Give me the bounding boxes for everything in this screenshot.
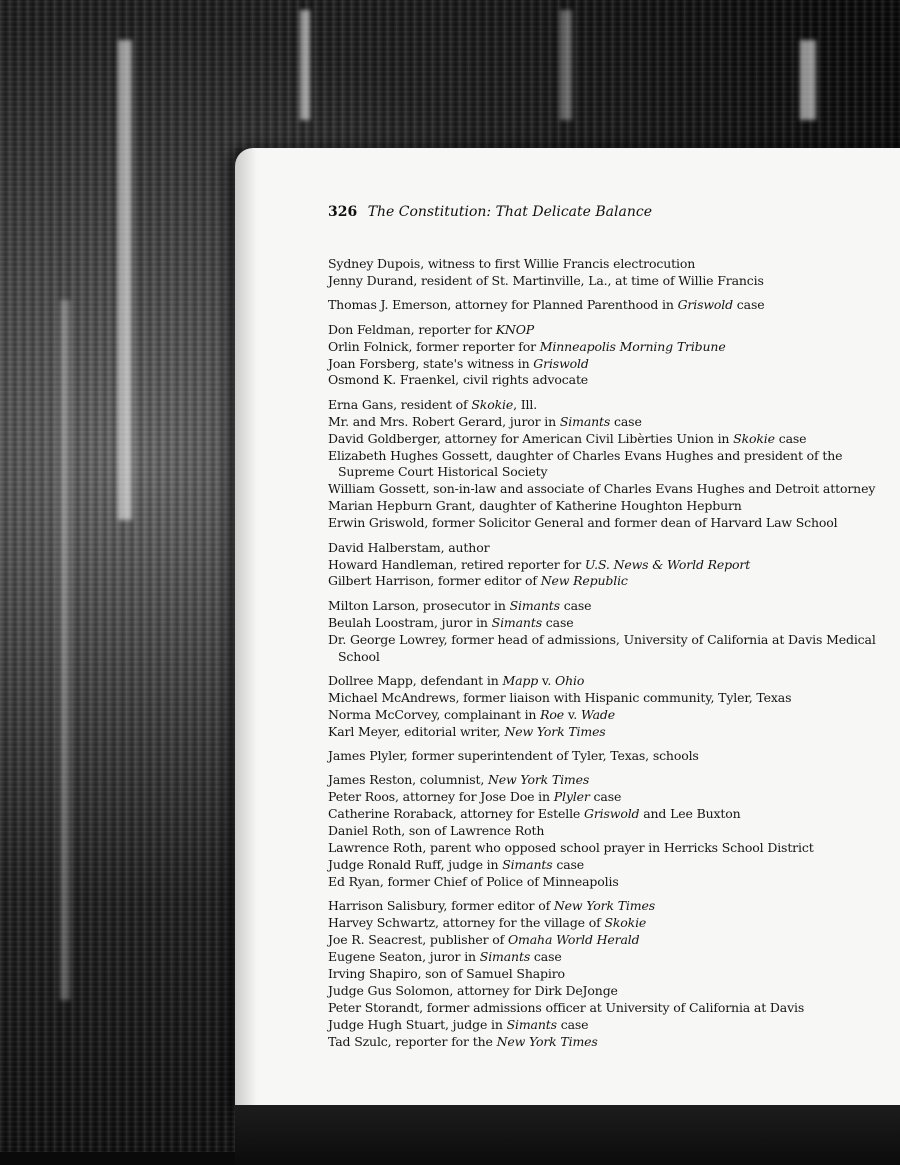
person-description: son-in-law and associate of Charles Evans Hughes and Detroit attorney: [433, 481, 876, 497]
person-description: former superintendent of Tyler, Texas, schools: [411, 748, 699, 764]
person-entry: Tad Szulc, reporter for the New York Times: [328, 1033, 598, 1049]
person-entry: Irving Shapiro, son of Samuel Shapiro: [328, 965, 565, 981]
person-entry: David Goldberger, attorney for American Civil Libèrties Union in Skokie case: [328, 430, 807, 446]
person-description: state's witness in Griswold: [423, 355, 589, 371]
person-entry: Harrison Salisbury, former editor of New York Times: [328, 898, 655, 914]
person-description: reporter for the New York Times: [395, 1033, 598, 1049]
person-entry: Michael McAndrews, former liaison with Hispanic community, Tyler, Texas: [328, 689, 792, 705]
person-description: attorney for Planned Parenthood in Griswold case: [455, 297, 765, 313]
person-entry: Gilbert Harrison, former editor of New Republic: [328, 573, 628, 589]
person-name: Osmond K. Fraenkel: [328, 372, 456, 388]
book-title: The Constitution: That Delicate Balance: [367, 204, 652, 220]
entry-group: [328, 748, 893, 765]
person-name: Lawrence Roth: [328, 840, 423, 856]
person-name: Orlin Folnick: [328, 338, 409, 354]
person-description: defendant in Mapp v. Ohio: [420, 672, 585, 688]
person-entry: Erna Gans, resident of Skokie, Ill.: [328, 396, 538, 412]
person-name: Harvey Schwartz: [328, 915, 435, 931]
person-name: Marian Hepburn Grant: [328, 498, 472, 514]
person-entry: David Halberstam, author: [328, 539, 490, 555]
person-name: Erwin Griswold: [328, 515, 425, 531]
person-name: Thomas J. Emerson: [328, 297, 448, 313]
person-name: Norma McCorvey: [328, 706, 437, 722]
person-name: William Gossett: [328, 481, 426, 497]
person-name: Catherine Roraback: [328, 806, 453, 822]
person-description: daughter of Charles Evans Hughes and president of the Supreme Court Historical Society: [338, 447, 843, 480]
person-name: James Reston: [328, 772, 413, 788]
page-bottom-shadow: [235, 1105, 900, 1165]
person-entry: Daniel Roth, son of Lawrence Roth: [328, 823, 545, 839]
person-description: former reporter for Minneapolis Morning Tribune: [416, 338, 726, 354]
person-description: former head of admissions, University of California at Davis Medical School: [338, 631, 876, 664]
person-description: attorney for Dirk DeJonge: [457, 982, 618, 998]
person-name: Sydney Dupois: [328, 256, 421, 271]
person-name: James Plyler: [328, 748, 404, 764]
person-entry: Catherine Roraback, attorney for Estelle Griswold and Lee Buxton: [328, 806, 741, 822]
person-entry: James Reston, columnist, New York Times: [328, 772, 590, 788]
person-description: columnist, New York Times: [419, 772, 590, 788]
person-description: civil rights advocate: [462, 372, 589, 388]
entry-group: [328, 772, 893, 890]
person-description: witness to first Willie Francis electrocution: [427, 256, 696, 271]
person-description: judge in Simants case: [452, 1016, 589, 1032]
entry-group: [328, 540, 893, 591]
person-entry: Ed Ryan, former Chief of Police of Minneapolis: [328, 873, 619, 889]
person-description: judge in Simants case: [448, 857, 585, 872]
person-name: Judge Ronald Ruff: [328, 857, 441, 872]
person-entry: Milton Larson, prosecutor in Simants case: [328, 597, 592, 613]
person-entry: Beulah Loostram, juror in Simants case: [328, 614, 574, 630]
person-entry: Norma McCorvey, complainant in Roe v. Wade: [328, 706, 615, 722]
entry-group: [328, 322, 893, 390]
person-entry: Peter Storandt, former admissions officer at University of California at Davis: [328, 999, 805, 1015]
person-entry: Judge Hugh Stuart, judge in Simants case: [328, 1016, 589, 1032]
person-description: former editor of New York Times: [451, 898, 655, 914]
person-entry: William Gossett, son-in-law and associate of Charles Evans Hughes and Detroit attorney: [328, 481, 876, 497]
person-description: resident of St. Martinville, La., at time of Willie Francis: [420, 272, 764, 288]
person-name: Judge Hugh Stuart: [328, 1016, 445, 1032]
person-description: daughter of Katherine Houghton Hepburn: [479, 498, 742, 514]
person-description: juror in Simants case: [441, 614, 574, 630]
person-name: Milton Larson: [328, 597, 416, 613]
person-name: Gilbert Harrison: [328, 573, 431, 589]
person-entry: Dr. George Lowrey, former head of admissions, University of California at Davis Medical School: [328, 631, 876, 664]
person-name: Mr. and Mrs. Robert Gerard: [328, 413, 503, 429]
person-name: David Goldberger: [328, 430, 437, 446]
person-entry: Thomas J. Emerson, attorney for Planned Parenthood in Griswold case: [328, 297, 765, 313]
person-entry: Harvey Schwartz, attorney for the village of Skokie: [328, 915, 647, 931]
running-head: [328, 204, 652, 220]
person-description: attorney for the village of Skokie: [442, 915, 647, 931]
person-entry: Karl Meyer, editorial writer, New York Times: [328, 723, 606, 739]
entry-group: [328, 256, 893, 290]
entry-group: [328, 297, 893, 314]
person-description: former Chief of Police of Minneapolis: [387, 873, 619, 889]
person-entry: Orlin Folnick, former reporter for Minneapolis Morning Tribune: [328, 338, 726, 354]
person-name: Harrison Salisbury: [328, 898, 444, 914]
person-description: son of Lawrence Roth: [408, 823, 545, 839]
person-description: author: [448, 539, 490, 555]
acknowledgments-list: [328, 256, 893, 1058]
person-name: Don Feldman: [328, 321, 411, 337]
person-description: former liaison with Hispanic community, Tyler, Texas: [463, 689, 792, 705]
person-description: former admissions officer at University of California at Davis: [426, 999, 805, 1015]
person-name: Ed Ryan: [328, 873, 380, 889]
person-description: editorial writer, New York Times: [404, 723, 606, 739]
person-entry: Mr. and Mrs. Robert Gerard, juror in Simants case: [328, 413, 642, 429]
person-name: Tad Szulc: [328, 1033, 388, 1049]
person-entry: Don Feldman, reporter for KNOP: [328, 321, 535, 337]
scan-streak: [800, 40, 816, 120]
person-entry: Judge Gus Solomon, attorney for Dirk DeJonge: [328, 982, 618, 998]
entry-group: [328, 397, 893, 532]
person-name: Jenny Durand: [328, 272, 414, 288]
person-description: attorney for American Civil Libèrties Union in Skokie case: [444, 430, 807, 446]
person-name: Howard Handleman: [328, 556, 454, 572]
entry-group: [328, 598, 893, 666]
person-entry: Howard Handleman, retired reporter for U.S. News & World Report: [328, 556, 751, 572]
scan-streak: [118, 40, 132, 520]
person-entry: Erwin Griswold, former Solicitor General and former dean of Harvard Law School: [328, 515, 838, 531]
entry-group: [328, 898, 893, 1050]
person-description: publisher of Omaha World Herald: [429, 932, 640, 948]
scan-streak: [560, 10, 572, 120]
person-name: Joe R. Seacrest: [328, 932, 423, 948]
person-name: Dollree Mapp: [328, 672, 413, 688]
person-name: Michael McAndrews: [328, 689, 456, 705]
scan-streak: [60, 300, 70, 1000]
person-description: son of Samuel Shapiro: [425, 965, 565, 981]
person-entry: Joan Forsberg, state's witness in Griswold: [328, 355, 589, 371]
person-name: Karl Meyer: [328, 723, 397, 739]
person-description: parent who opposed school prayer in Herricks School District: [429, 840, 814, 856]
person-description: attorney for Jose Doe in Plyler case: [402, 789, 622, 805]
person-description: juror in Simants case: [509, 413, 642, 429]
person-description: retired reporter for U.S. News & World Report: [460, 556, 751, 572]
person-name: Peter Storandt: [328, 999, 420, 1015]
page-number: 326: [328, 204, 358, 220]
person-description: juror in Simants case: [429, 949, 562, 965]
person-entry: James Plyler, former superintendent of Tyler, Texas, schools: [328, 748, 699, 764]
person-entry: Sydney Dupois, witness to first Willie Francis electrocution: [328, 256, 696, 271]
person-name: Peter Roos: [328, 789, 395, 805]
scan-streak: [300, 10, 310, 120]
person-entry: Lawrence Roth, parent who opposed school prayer in Herricks School District: [328, 840, 814, 856]
person-name: Judge Gus Solomon: [328, 982, 450, 998]
person-name: Joan Forsberg: [328, 355, 416, 371]
person-name: Erna Gans: [328, 396, 394, 412]
person-description: former Solicitor General and former dean of Harvard Law School: [431, 515, 838, 531]
person-name: Beulah Loostram: [328, 614, 434, 630]
person-description: former editor of New Republic: [437, 573, 628, 589]
person-entry: Eugene Seaton, juror in Simants case: [328, 949, 562, 965]
person-description: complainant in Roe v. Wade: [444, 706, 615, 722]
person-entry: Dollree Mapp, defendant in Mapp v. Ohio: [328, 672, 585, 688]
person-entry: Joe R. Seacrest, publisher of Omaha World Herald: [328, 932, 640, 948]
person-name: Eugene Seaton: [328, 949, 423, 965]
person-entry: Osmond K. Fraenkel, civil rights advocate: [328, 372, 589, 388]
person-description: attorney for Estelle Griswold and Lee Buxton: [460, 806, 741, 822]
person-name: Irving Shapiro: [328, 965, 418, 981]
entry-group: [328, 673, 893, 741]
person-description: resident of Skokie, Ill.: [400, 396, 538, 412]
person-description: reporter for KNOP: [418, 321, 535, 337]
person-entry: Marian Hepburn Grant, daughter of Katherine Houghton Hepburn: [328, 498, 742, 514]
person-description: prosecutor in Simants case: [422, 597, 592, 613]
person-entry: Judge Ronald Ruff, judge in Simants case: [328, 857, 585, 872]
person-entry: Elizabeth Hughes Gossett, daughter of Charles Evans Hughes and president of the Supreme Court Historical Society: [328, 447, 843, 480]
person-name: Elizabeth Hughes Gossett: [328, 447, 489, 463]
person-entry: Peter Roos, attorney for Jose Doe in Plyler case: [328, 789, 622, 805]
person-name: Daniel Roth: [328, 823, 402, 839]
person-name: David Halberstam: [328, 539, 441, 555]
person-entry: Jenny Durand, resident of St. Martinville, La., at time of Willie Francis: [328, 272, 764, 288]
person-name: Dr. George Lowrey: [328, 631, 444, 647]
